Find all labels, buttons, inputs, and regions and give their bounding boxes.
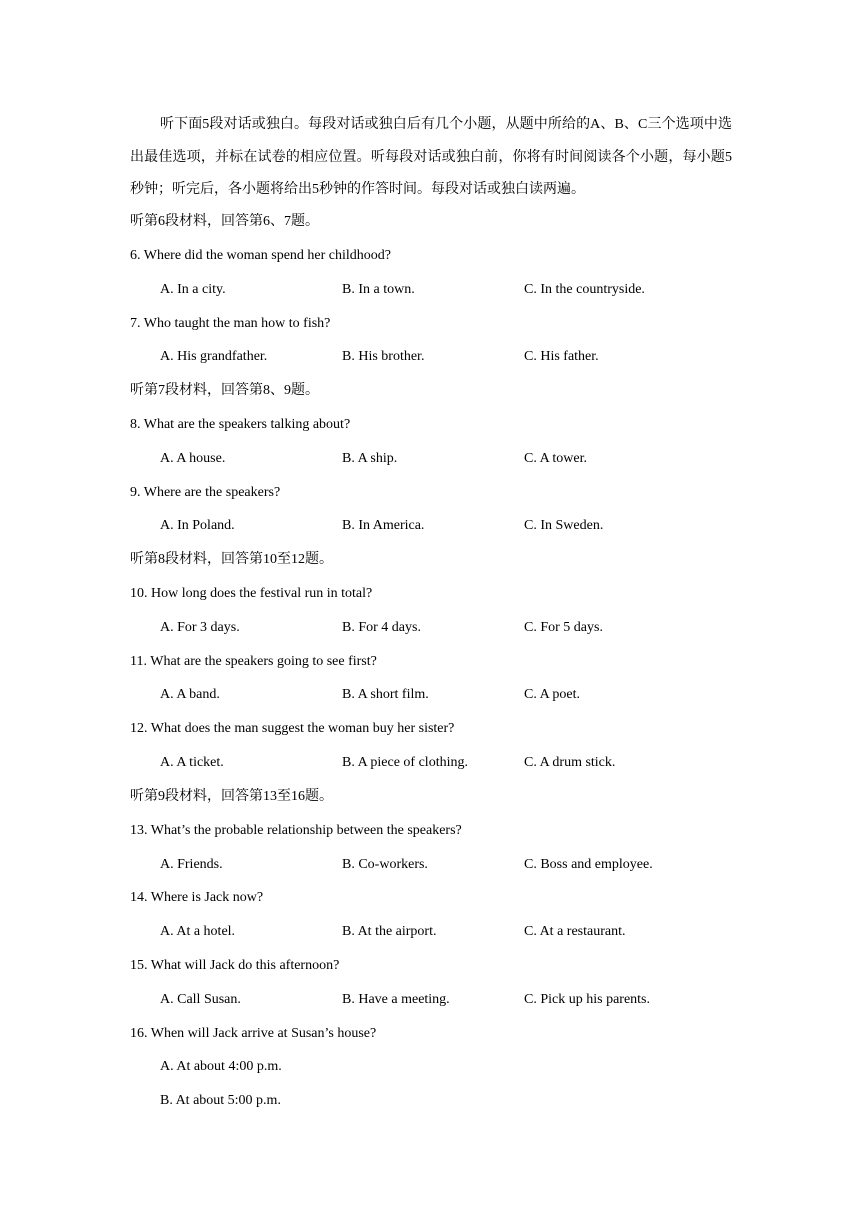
question-stem: 15. What will Jack do this afternoon? [130, 958, 340, 973]
option-a: A. In Poland. [160, 518, 235, 533]
question-stem: 16. When will Jack arrive at Susan’s house? [130, 1026, 377, 1041]
question-stem: 9. Where are the speakers? [130, 485, 281, 500]
question-stem: 6. Where did the woman spend her childhood? [130, 248, 392, 263]
option-a: A. Friends. [160, 857, 223, 872]
option-b: B. In America. [342, 518, 425, 533]
option-b: B. A short film. [342, 687, 429, 702]
question-stem: 13. What’s the probable relationship between the speakers? [130, 823, 462, 838]
option-a: A. A band. [160, 687, 220, 702]
instructions-paragraph: 听下面5段对话或独白。每段对话或独白后有几个小题，从题中所给的A、B、C三个选项中选出最佳选项，并标在试卷的相应位置。听每段对话或独白前，你将有时间阅读各个小题，每小题5秒钟；听完后，各小题将给出5秒钟的作答时间。每段对话或独白读两遍。 [130, 117, 732, 197]
option-c: C. Pick up his parents. [524, 992, 650, 1007]
option-b: B. At the airport. [342, 924, 437, 939]
option-b: B. His brother. [342, 349, 425, 364]
section-heading: 听第6段材料，回答第6、7题。 [130, 214, 319, 229]
option-a: A. For 3 days. [160, 620, 240, 635]
option-c: C. A drum stick. [524, 755, 616, 770]
option-b: B. For 4 days. [342, 620, 421, 635]
option-a: A. Call Susan. [160, 992, 241, 1007]
option-c: C. At a restaurant. [524, 924, 626, 939]
section-heading: 听第9段材料，回答第13至16题。 [130, 789, 333, 804]
option-c: C. His father. [524, 349, 599, 364]
option-c: C. Boss and employee. [524, 857, 653, 872]
option-b: B. In a town. [342, 282, 415, 297]
option-b: B. At about 5:00 p.m. [160, 1093, 281, 1108]
question-stem: 7. Who taught the man how to fish? [130, 316, 331, 331]
question-stem: 11. What are the speakers going to see first? [130, 654, 377, 669]
option-c: C. A poet. [524, 687, 581, 702]
question-stem: 12. What does the man suggest the woman buy her sister? [130, 721, 455, 736]
option-b: B. Have a meeting. [342, 992, 450, 1007]
option-a: A. At a hotel. [160, 924, 236, 939]
question-stem: 10. How long does the festival run in total? [130, 586, 373, 601]
section-heading: 听第7段材料，回答第8、9题。 [130, 383, 319, 398]
option-c: C. In the countryside. [524, 282, 645, 297]
section-heading: 听第8段材料，回答第10至12题。 [130, 552, 333, 567]
option-a: A. A house. [160, 451, 226, 466]
option-c: C. A tower. [524, 451, 588, 466]
question-stem: 14. Where is Jack now? [130, 890, 264, 905]
option-b: B. Co-workers. [342, 857, 428, 872]
option-a: A. At about 4:00 p.m. [160, 1059, 282, 1074]
option-a: A. A ticket. [160, 755, 224, 770]
option-b: B. A piece of clothing. [342, 755, 468, 770]
option-b: B. A ship. [342, 451, 398, 466]
question-stem: 8. What are the speakers talking about? [130, 417, 351, 432]
option-a: A. In a city. [160, 282, 226, 297]
option-c: C. For 5 days. [524, 620, 603, 635]
option-a: A. His grandfather. [160, 349, 268, 364]
option-c: C. In Sweden. [524, 518, 604, 533]
